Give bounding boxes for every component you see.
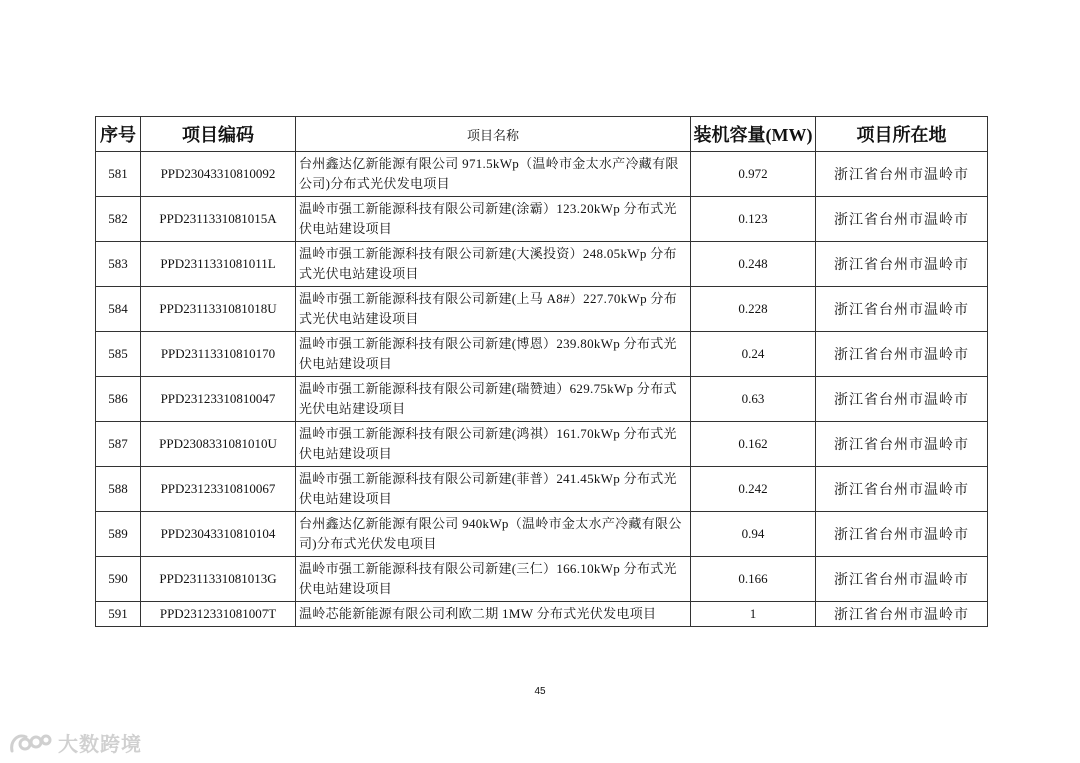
cell-location: 浙江省台州市温岭市 xyxy=(816,197,988,242)
cell-location: 浙江省台州市温岭市 xyxy=(816,152,988,197)
cell-name: 温岭市强工新能源科技有限公司新建(上马 A8#）227.70kWp 分布式光伏电站建设项目 xyxy=(296,287,691,332)
cell-capacity: 0.166 xyxy=(691,557,816,602)
cell-name: 温岭市强工新能源科技有限公司新建(菲普）241.45kWp 分布式光伏电站建设项目 xyxy=(296,467,691,512)
watermark-text: 大数跨境 xyxy=(58,732,142,756)
cell-capacity: 0.242 xyxy=(691,467,816,512)
cell-code: PPD23043310810104 xyxy=(141,512,296,557)
cell-code: PPD2308331081010U xyxy=(141,422,296,467)
table-row xyxy=(96,467,988,512)
table-row xyxy=(96,332,988,377)
cell-name: 温岭市强工新能源科技有限公司新建(涂霸）123.20kWp 分布式光伏电站建设项目 xyxy=(296,197,691,242)
table-row xyxy=(96,512,988,557)
cell-capacity: 0.94 xyxy=(691,512,816,557)
header-seq: 序号 xyxy=(96,117,141,152)
cell-location: 浙江省台州市温岭市 xyxy=(816,287,988,332)
cell-seq: 581 xyxy=(96,152,141,197)
cell-location: 浙江省台州市温岭市 xyxy=(816,332,988,377)
logo-icon xyxy=(8,729,52,757)
table-row xyxy=(96,422,988,467)
cell-location: 浙江省台州市温岭市 xyxy=(816,422,988,467)
cell-seq: 590 xyxy=(96,557,141,602)
cell-name: 温岭市强工新能源科技有限公司新建(博恩）239.80kWp 分布式光伏电站建设项目 xyxy=(296,332,691,377)
cell-seq: 587 xyxy=(96,422,141,467)
cell-seq: 585 xyxy=(96,332,141,377)
cell-capacity: 1 xyxy=(691,602,816,627)
cell-capacity: 0.63 xyxy=(691,377,816,422)
cell-seq: 584 xyxy=(96,287,141,332)
cell-code: PPD2311331081011L xyxy=(141,242,296,287)
cell-location: 浙江省台州市温岭市 xyxy=(816,557,988,602)
cell-location: 浙江省台州市温岭市 xyxy=(816,242,988,287)
cell-capacity: 0.24 xyxy=(691,332,816,377)
cell-code: PPD2311331081013G xyxy=(141,557,296,602)
cell-location: 浙江省台州市温岭市 xyxy=(816,467,988,512)
project-table xyxy=(95,116,988,627)
cell-seq: 582 xyxy=(96,197,141,242)
table-row xyxy=(96,287,988,332)
table-row xyxy=(96,602,988,627)
cell-name: 温岭市强工新能源科技有限公司新建(鸿祺）161.70kWp 分布式光伏电站建设项目 xyxy=(296,422,691,467)
cell-code: PPD2311331081018U xyxy=(141,287,296,332)
cell-name: 温岭芯能新能源有限公司利欧二期 1MW 分布式光伏发电项目 xyxy=(296,602,691,627)
cell-seq: 591 xyxy=(96,602,141,627)
cell-code: PPD23123310810047 xyxy=(141,377,296,422)
cell-name: 台州鑫达亿新能源有限公司 940kWp（温岭市金太水产冷藏有限公司)分布式光伏发电项目 xyxy=(296,512,691,557)
cell-location: 浙江省台州市温岭市 xyxy=(816,512,988,557)
header-name: 项目名称 xyxy=(296,117,691,152)
header-location: 项目所在地 xyxy=(816,117,988,152)
cell-location: 浙江省台州市温岭市 xyxy=(816,377,988,422)
cell-code: PPD23123310810067 xyxy=(141,467,296,512)
cell-code: PPD2312331081007T xyxy=(141,602,296,627)
cell-capacity: 0.123 xyxy=(691,197,816,242)
cell-name: 温岭市强工新能源科技有限公司新建(三仁）166.10kWp 分布式光伏电站建设项目 xyxy=(296,557,691,602)
cell-code: PPD23043310810092 xyxy=(141,152,296,197)
cell-seq: 586 xyxy=(96,377,141,422)
page-number: 45 xyxy=(534,686,546,697)
cell-capacity: 0.972 xyxy=(691,152,816,197)
cell-capacity: 0.248 xyxy=(691,242,816,287)
table-row xyxy=(96,197,988,242)
cell-name: 台州鑫达亿新能源有限公司 971.5kWp（温岭市金太水产冷藏有限公司)分布式光伏发电项目 xyxy=(296,152,691,197)
header-code: 项目编码 xyxy=(141,117,296,152)
table-row xyxy=(96,377,988,422)
cell-location: 浙江省台州市温岭市 xyxy=(816,602,988,627)
cell-capacity: 0.162 xyxy=(691,422,816,467)
cell-name: 温岭市强工新能源科技有限公司新建(大溪投资）248.05kWp 分布式光伏电站建设项目 xyxy=(296,242,691,287)
watermark xyxy=(8,728,142,757)
cell-code: PPD2311331081015A xyxy=(141,197,296,242)
table-row xyxy=(96,152,988,197)
header-capacity: 装机容量(MW) xyxy=(691,117,816,152)
table-header-row xyxy=(96,117,988,152)
cell-seq: 588 xyxy=(96,467,141,512)
cell-name: 温岭市强工新能源科技有限公司新建(瑞赞迪）629.75kWp 分布式光伏电站建设项目 xyxy=(296,377,691,422)
table-row xyxy=(96,557,988,602)
cell-code: PPD23113310810170 xyxy=(141,332,296,377)
cell-seq: 589 xyxy=(96,512,141,557)
cell-capacity: 0.228 xyxy=(691,287,816,332)
cell-seq: 583 xyxy=(96,242,141,287)
table-row xyxy=(96,242,988,287)
